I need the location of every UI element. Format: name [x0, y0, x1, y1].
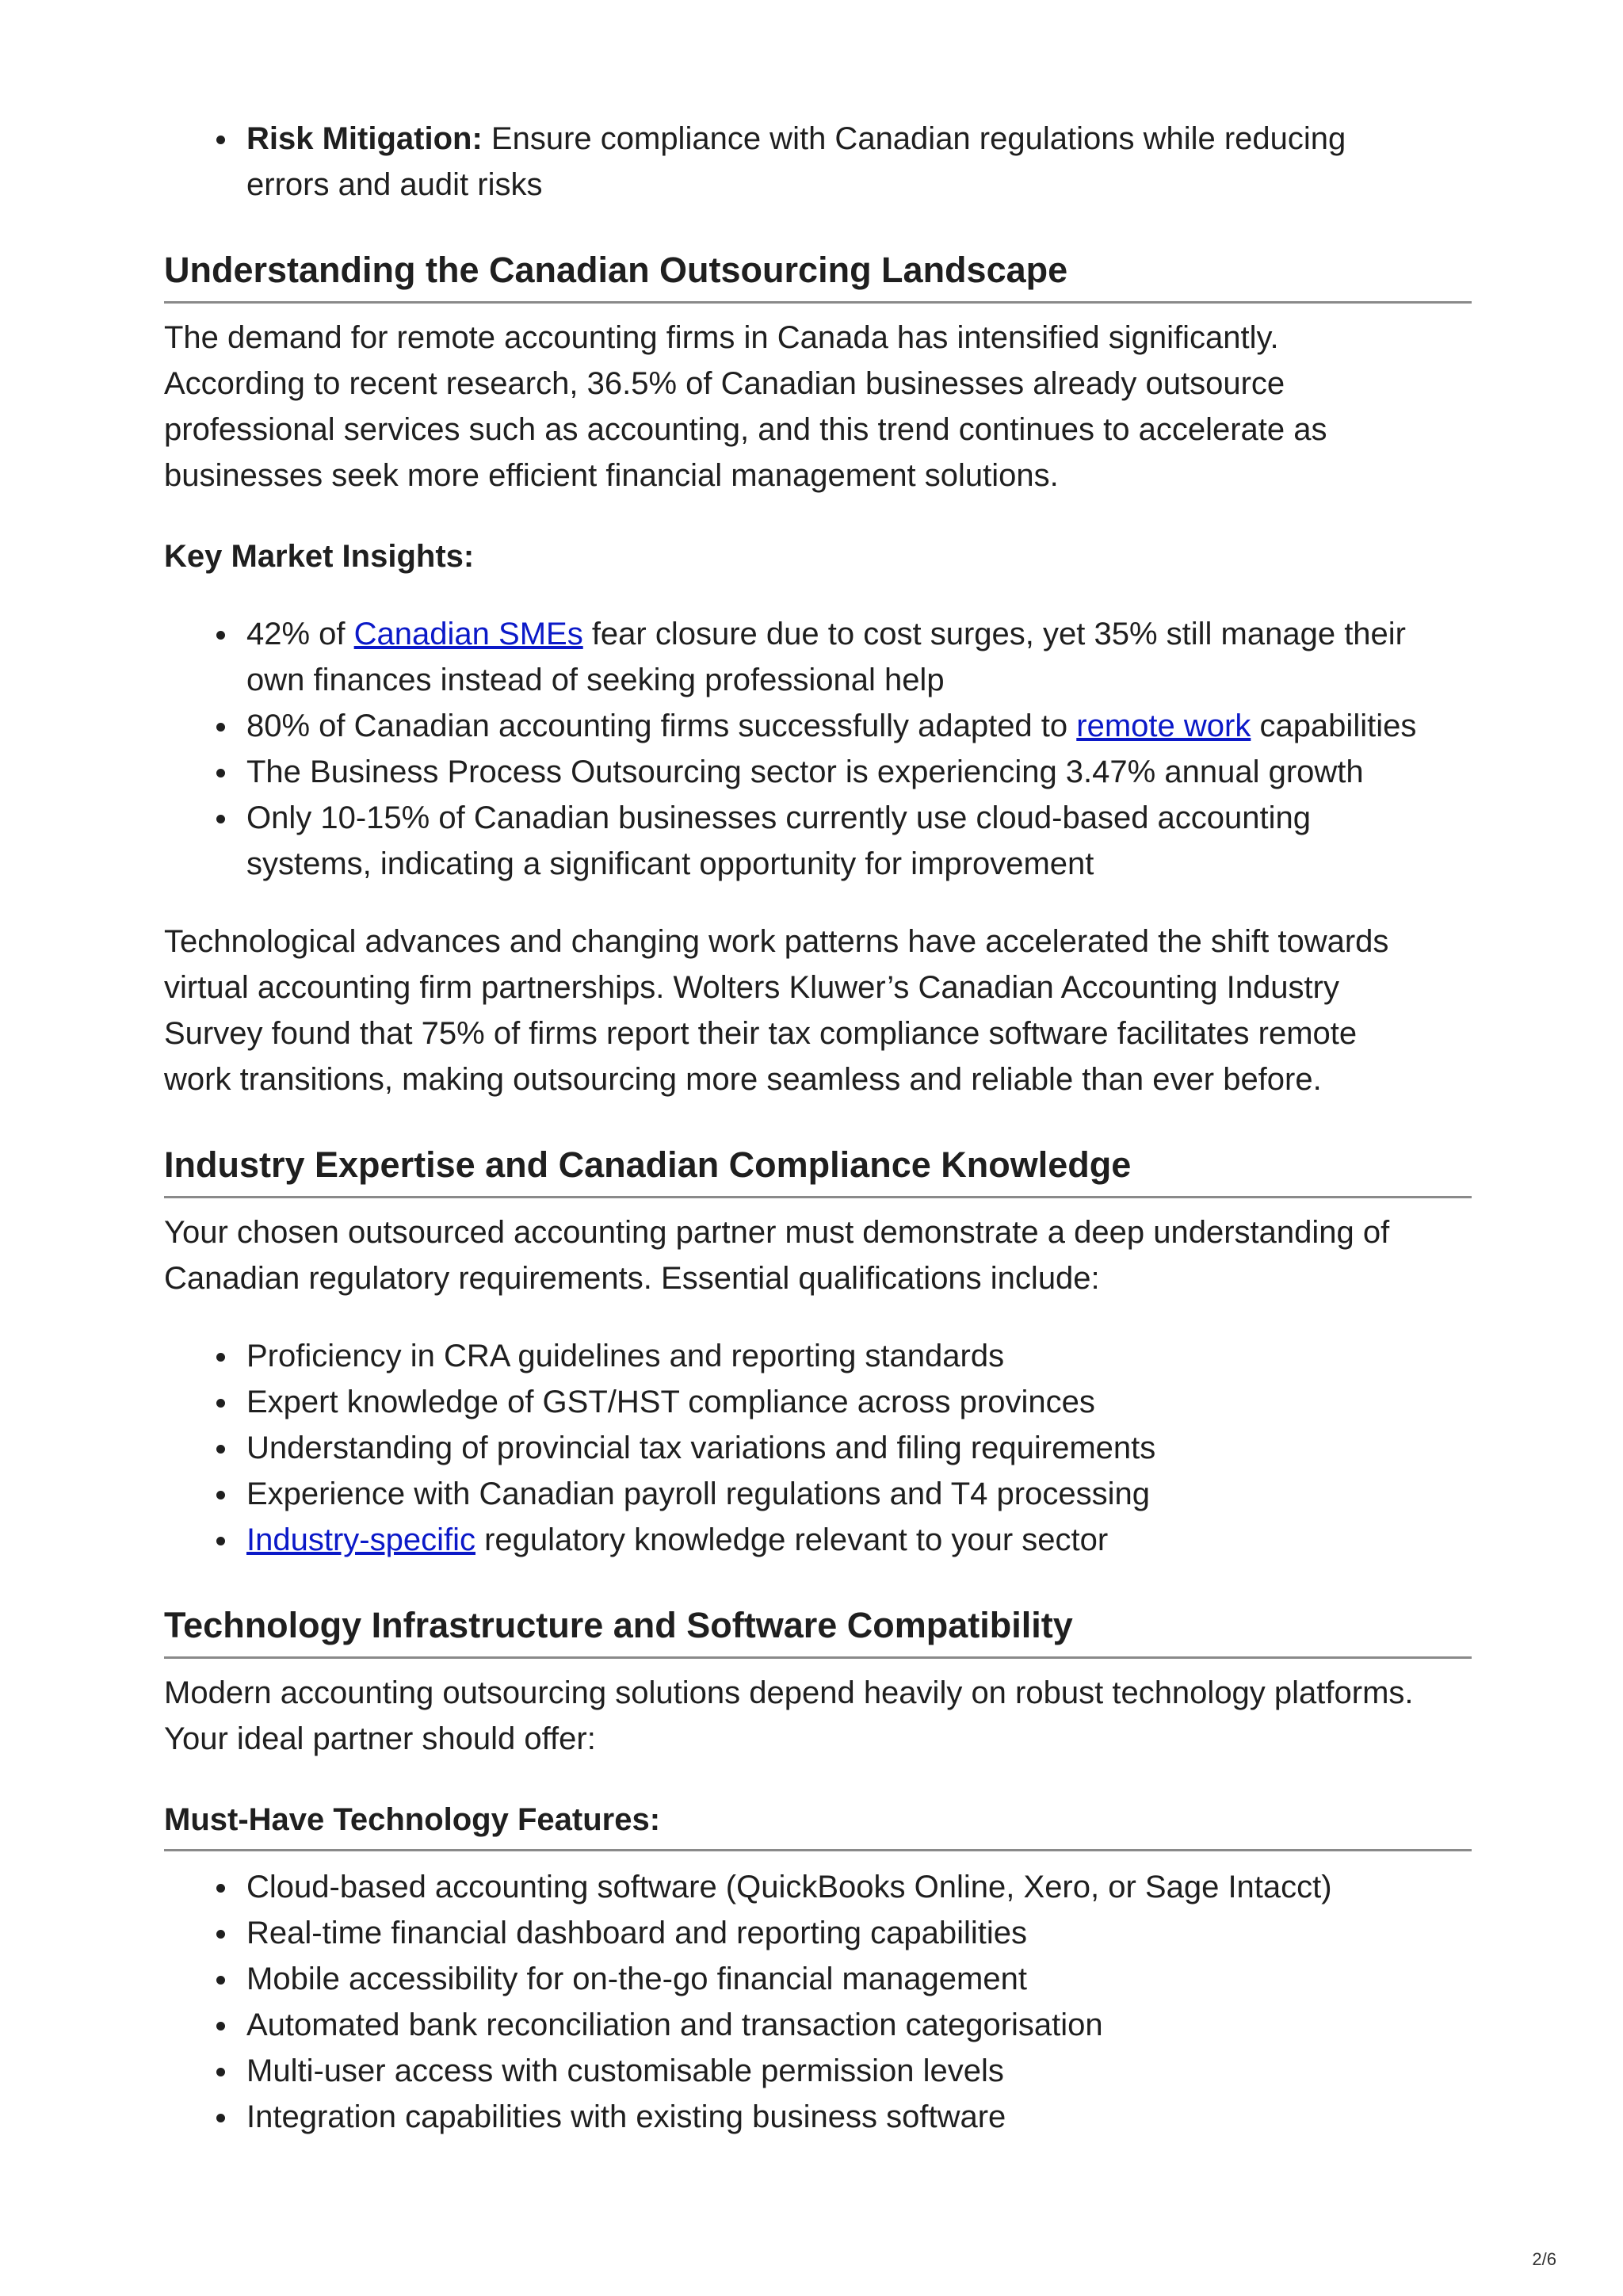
list-item: Understanding of provincial tax variations and filing requirements: [246, 1425, 1472, 1471]
section-heading: Technology Infrastructure and Software Compatibility: [164, 1603, 1472, 1659]
list-item: Experience with Canadian payroll regulations and T4 processing: [246, 1471, 1472, 1517]
subheading: Must-Have Technology Features:: [164, 1797, 1472, 1851]
list-item: The Business Process Outsourcing sector is experiencing 3.47% annual growth: [246, 749, 1472, 795]
list-item: Industry-specific regulatory knowledge relevant to your sector: [246, 1517, 1472, 1563]
list-item: Mobile accessibility for on-the-go financial management: [246, 1956, 1472, 2002]
qualifications-list: [164, 1333, 1472, 1563]
canadian-smes-link[interactable]: Canadian SMEs: [353, 617, 583, 651]
technology-features-list: [164, 1864, 1472, 2140]
paragraph: Modern accounting outsourcing solutions depend heavily on robust technology platforms. Your ideal partner should offer:: [164, 1675, 1414, 1756]
paragraph: Technological advances and changing work patterns have accelerated the shift towards virtual accounting firm partnerships. Wolters Kluwer’s Canadian Accounting Industry Survey found that 75% of firms report their tax compliance software facilitates remote work transitions, making outsourcing more seamless and reliable than ever before.: [164, 924, 1389, 1097]
list-item: Automated bank reconciliation and transaction categorisation: [246, 2002, 1472, 2048]
list-item: Proficiency in CRA guidelines and reporting standards: [246, 1333, 1472, 1379]
document-content: [164, 0, 1472, 2140]
insights-list: [164, 611, 1472, 887]
page-number: 2/6: [1532, 2249, 1556, 2269]
list-item-label: Risk Mitigation:: [246, 121, 483, 156]
paragraph: Your chosen outsourced accounting partner must demonstrate a deep understanding of Canadian regulatory requirements. Essential qualifications include:: [164, 1215, 1390, 1296]
industry-specific-link[interactable]: Industry-specific: [246, 1522, 475, 1557]
list-item: Risk Mitigation: Ensure compliance with Canadian regulations while reducing errors and audit risks: [246, 116, 1472, 208]
list-item: Multi-user access with customisable permission levels: [246, 2048, 1472, 2094]
list-item: Only 10-15% of Canadian businesses currently use cloud-based accounting systems, indicating a significant opportunity for improvement: [246, 795, 1472, 887]
list-item: Integration capabilities with existing business software: [246, 2094, 1472, 2140]
list-item: Real-time financial dashboard and reporting capabilities: [246, 1910, 1472, 1956]
list-item: 80% of Canadian accounting firms successfully adapted to remote work capabilities: [246, 703, 1472, 749]
paragraph: The demand for remote accounting firms in Canada has intensified significantly. According to recent research, 36.5% of Canadian businesses already outsource professional services such as accounting, and this trend continues to accelerate as businesses seek more efficient financial management solutions.: [164, 320, 1327, 493]
remote-work-link[interactable]: remote work: [1076, 709, 1251, 743]
list-item: 42% of Canadian SMEs fear closure due to cost surges, yet 35% still manage their own finances instead of seeking professional help: [246, 611, 1472, 703]
subheading: Key Market Insights:: [164, 539, 475, 574]
intro-list: [164, 116, 1472, 208]
list-item: Expert knowledge of GST/HST compliance across provinces: [246, 1379, 1472, 1425]
section-heading: Understanding the Canadian Outsourcing Landscape: [164, 247, 1472, 304]
list-item: Cloud-based accounting software (QuickBooks Online, Xero, or Sage Intacct): [246, 1864, 1472, 1910]
section-heading: Industry Expertise and Canadian Compliance Knowledge: [164, 1142, 1472, 1198]
